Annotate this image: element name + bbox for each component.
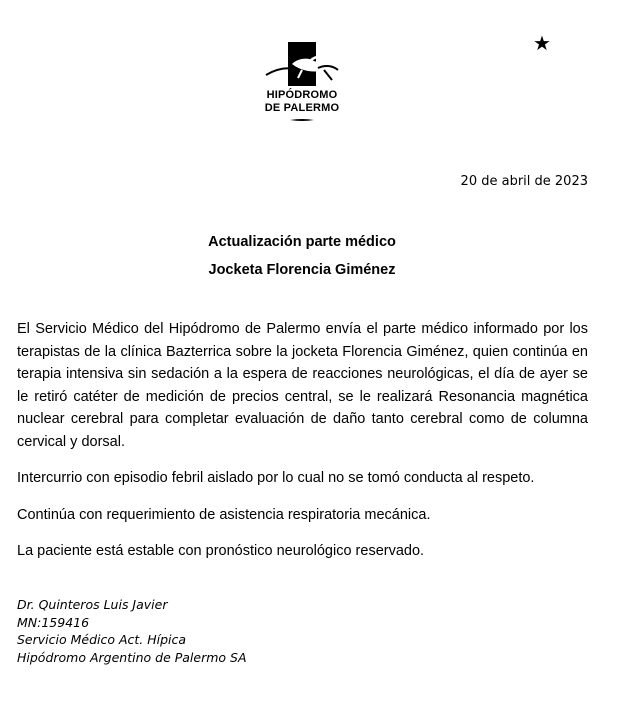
- body-paragraph-4: La paciente está estable con pronóstico neurológico reservado.: [17, 543, 425, 559]
- hipodromo-logo: [262, 42, 342, 124]
- signature-block: [17, 596, 247, 666]
- signature-name: Dr. Quinteros Luis Javier: [17, 597, 168, 612]
- body-paragraph-1: El Servicio Médico del Hipódromo de Palermo envía el parte médico informado por los terapistas de la clínica Bazterrica sobre la jocketa Florencia Giménez, quien continúa en terapia intensiva sin sedación a la espera de reacciones neurológicas, el día de ayer se le retiró catéter de medición de precios central, se le realizará Resonancia magnética nuclear cerebral para completar evaluación de daño tanto cerebral como de columna cervical y dorsal.: [17, 321, 588, 450]
- signature-license: MN:159416: [17, 614, 90, 630]
- logo-underline-icon: [290, 118, 314, 122]
- signature-organization: Hipódromo Argentino de Palermo SA: [17, 649, 247, 665]
- document-subtitle: Jocketa Florencia Giménez: [208, 262, 396, 278]
- logo-text-line-1: HIPÓDROMO: [266, 89, 338, 101]
- document-title: Actualización parte médico: [208, 234, 396, 250]
- signature-department: Servicio Médico Act. Hípica: [17, 632, 187, 647]
- star-icon: ★: [533, 31, 551, 55]
- logo-text-line-2: DE PALERMO: [264, 102, 340, 114]
- body-paragraph-3: Continúa con requerimiento de asistencia respiratoria mecánica.: [17, 506, 431, 523]
- document-date: 20 de abril de 2023: [460, 174, 588, 189]
- horse-racing-logo-icon: [262, 42, 342, 86]
- document-body: [17, 318, 588, 577]
- body-paragraph-2: Intercurrio con episodio febril aislado por lo cual no se tomó conducta al respeto.: [17, 470, 535, 486]
